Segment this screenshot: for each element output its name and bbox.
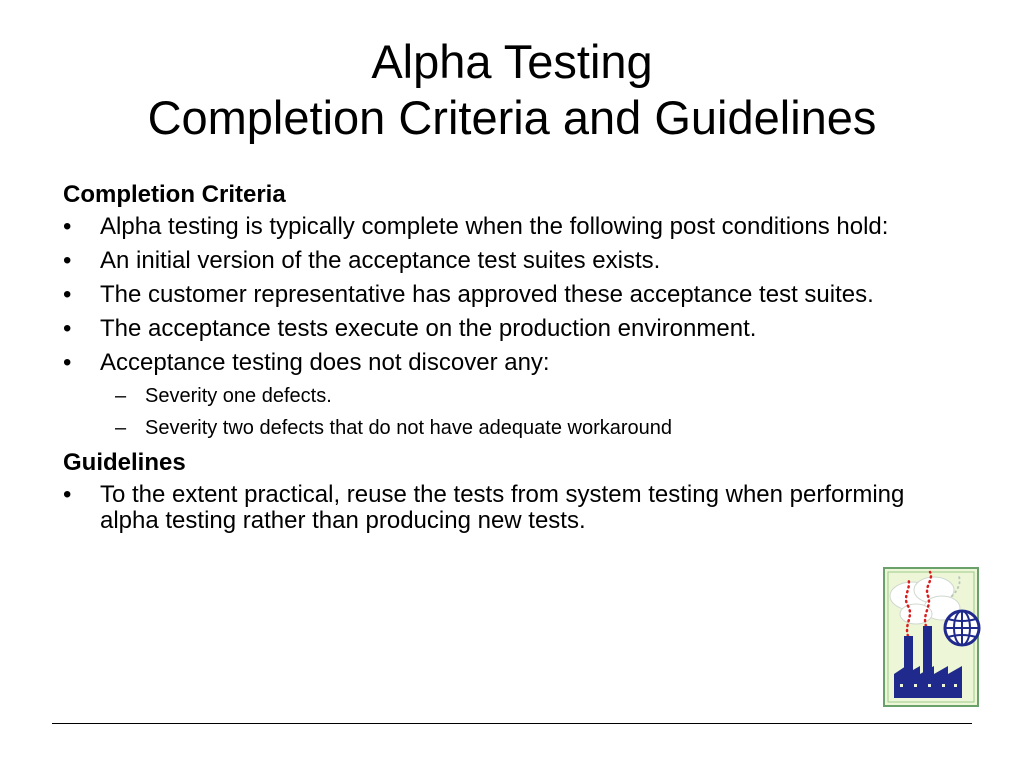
bullet-item: [63, 214, 943, 240]
bullet-text: To the extent practical, reuse the tests from system testing when performing alpha testing rather than producing new tests.: [100, 481, 905, 534]
section-heading-guidelines: Guidelines: [63, 449, 186, 476]
bullet-glyph: •: [63, 213, 72, 240]
bullet-text: The customer representative has approved these acceptance test suites.: [100, 281, 874, 308]
bullet-text: An initial version of the acceptance test suites exists.: [100, 247, 661, 274]
bullet-text: The acceptance tests execute on the production environment.: [100, 315, 757, 342]
slide-body: [63, 180, 943, 542]
title-line-2: Completion Criteria and Guidelines: [147, 91, 877, 144]
factory-globe-icon: [882, 566, 982, 708]
bullet-item: [63, 350, 943, 376]
bullet-glyph: •: [63, 481, 72, 508]
bullet-glyph: •: [63, 349, 72, 376]
footer-divider: [52, 723, 972, 724]
bullet-glyph: •: [63, 315, 72, 342]
sub-bullet-text: Severity two defects that do not have adequate workaround: [145, 417, 673, 439]
bullet-item: [63, 248, 943, 274]
bullet-glyph: •: [63, 247, 72, 274]
bullet-glyph: •: [63, 281, 72, 308]
sub-bullet-item: [115, 384, 943, 408]
bullet-item: [63, 316, 943, 342]
bullet-text: Acceptance testing does not discover any:: [100, 349, 550, 376]
sub-bullet-item: [115, 416, 943, 440]
dash-glyph: –: [115, 385, 127, 407]
bullet-item: [63, 482, 943, 534]
bullet-text: Alpha testing is typically complete when the following post conditions hold:: [100, 213, 889, 240]
sub-bullet-text: Severity one defects.: [145, 385, 332, 407]
dash-glyph: –: [115, 417, 127, 439]
title-line-1: Alpha Testing: [371, 35, 653, 88]
slide-title: [0, 34, 1024, 146]
section-heading-completion: Completion Criteria: [63, 181, 286, 208]
bullet-item: [63, 282, 943, 308]
